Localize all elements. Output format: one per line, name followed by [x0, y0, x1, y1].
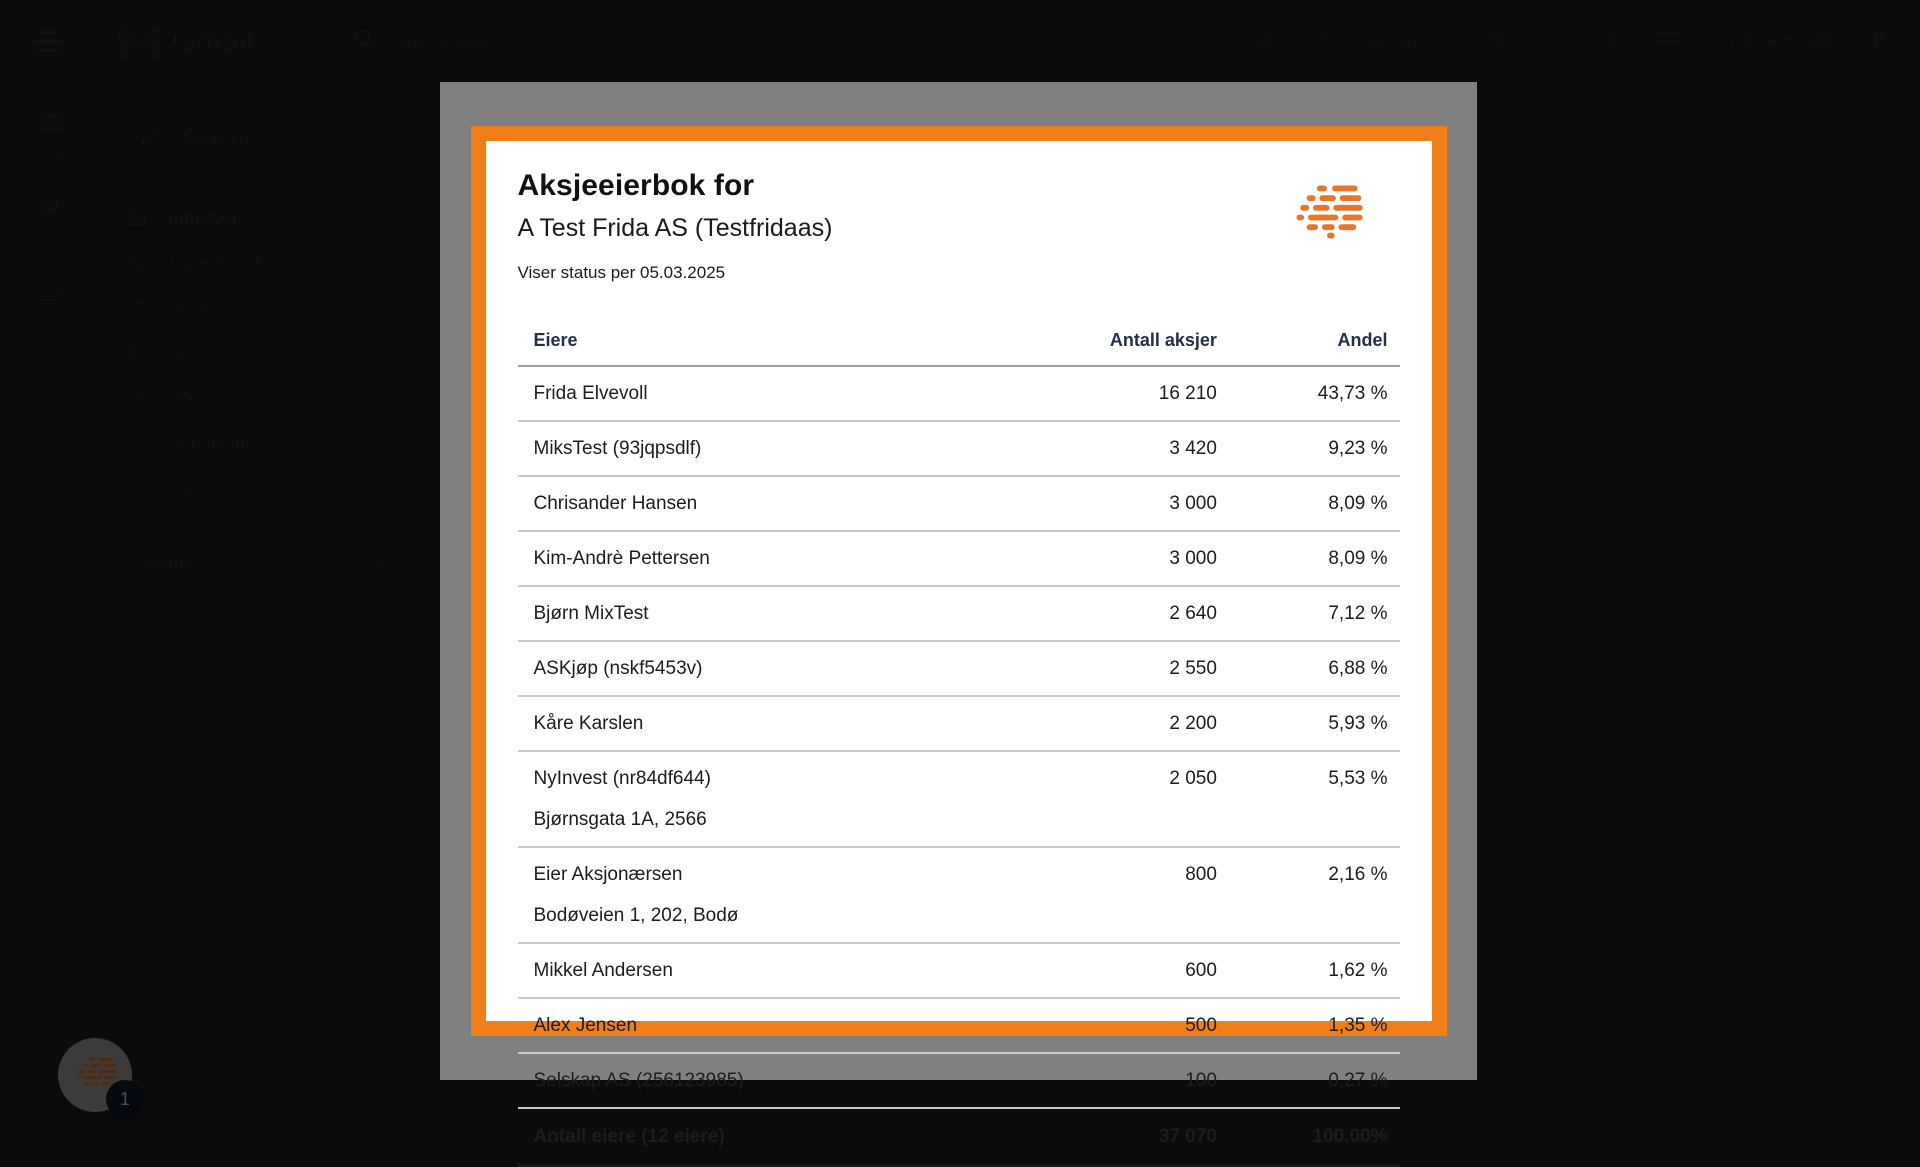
- owner-name: ASKjøp (nskf5453v): [533, 658, 703, 679]
- owner-name: Alex Jensen: [533, 1015, 638, 1036]
- cell-owner-name: [518, 696, 993, 751]
- table-row: [518, 586, 1400, 641]
- column-header-shares: Antall aksjer: [1109, 330, 1217, 350]
- document-page: [471, 126, 1447, 1147]
- cell-owner-name: [518, 366, 993, 421]
- cell-share-count: 500: [992, 998, 1217, 1053]
- cell-share-percent: 43,73 %: [1217, 366, 1400, 421]
- cell-owner-name: [518, 641, 993, 696]
- document-preview-modal: [440, 82, 1477, 1147]
- column-header-andel: Andel: [1337, 330, 1388, 350]
- cell-owner-name: [518, 586, 993, 641]
- cell-share-percent: 5,53 %: [1217, 751, 1400, 847]
- table-header: [518, 330, 1400, 366]
- cell-share-count: 2 640: [992, 586, 1217, 641]
- cell-share-percent: 6,88 %: [1217, 641, 1400, 696]
- owner-name: Frida Elvevoll: [533, 383, 648, 404]
- orgbrain-brain-icon: [1284, 183, 1370, 239]
- cell-owner-name: [518, 943, 993, 998]
- table-row: [518, 943, 1400, 998]
- table-footer: [518, 1108, 1400, 1166]
- table-row: [518, 847, 1400, 943]
- table-body: [518, 366, 1400, 1108]
- status-date-line: Viser status per 05.03.2025: [517, 263, 726, 282]
- cell-share-count: 100: [992, 1053, 1217, 1108]
- cell-share-count: 2 550: [992, 641, 1217, 696]
- cell-share-percent: 5,93 %: [1217, 696, 1400, 751]
- cell-share-count: 2 200: [992, 696, 1217, 751]
- cell-share-percent: 8,09 %: [1217, 476, 1400, 531]
- page-title: Aksjeeierbok for: [517, 169, 755, 202]
- owner-name: Bjørn MixTest: [533, 603, 649, 624]
- cell-share-count: 600: [992, 943, 1217, 998]
- table-row: [518, 476, 1400, 531]
- cell-share-count: 2 050: [992, 751, 1217, 847]
- cell-share-count: 16 210: [992, 366, 1217, 421]
- owner-name: Selskap AS (256123985): [533, 1070, 744, 1091]
- owner-name: Chrisander Hansen: [533, 493, 698, 514]
- total-shares: 37 070: [992, 1108, 1217, 1166]
- cell-owner-name: [518, 531, 993, 586]
- cell-owner-name: [518, 751, 993, 847]
- table-row: [518, 696, 1400, 751]
- cell-share-percent: 1,35 %: [1217, 998, 1400, 1053]
- shareholder-table: [518, 330, 1400, 1167]
- cell-owner-name: [518, 998, 993, 1053]
- table-row: [518, 998, 1400, 1053]
- cell-share-percent: 2,16 %: [1217, 847, 1400, 943]
- owner-name: Mikkel Andersen: [533, 960, 673, 981]
- owner-name: Kim-Andrè Pettersen: [533, 548, 710, 569]
- cell-share-percent: 1,62 %: [1217, 943, 1400, 998]
- cell-share-percent: 0,27 %: [1217, 1053, 1400, 1108]
- owner-address: Bjørnsgata 1A, 2566: [533, 809, 707, 830]
- cell-owner-name: [518, 847, 993, 943]
- column-header-owner: Eiere: [533, 330, 578, 350]
- table-row: [518, 531, 1400, 586]
- cell-share-percent: 7,12 %: [1217, 586, 1400, 641]
- cell-share-count: 800: [992, 847, 1217, 943]
- table-row: [518, 751, 1400, 847]
- company-name: A Test Frida AS (Testfridaas): [517, 214, 833, 242]
- cell-owner-name: [518, 476, 993, 531]
- owner-name: NyInvest (nr84df644): [533, 768, 711, 789]
- cell-share-percent: 8,09 %: [1217, 531, 1400, 586]
- owner-address: Bodøveien 1, 202, Bodø: [533, 905, 739, 926]
- table-row: [518, 421, 1400, 476]
- table-row: [518, 366, 1400, 421]
- total-pct: 100.00%: [1217, 1108, 1400, 1166]
- cell-share-count: 3 000: [992, 531, 1217, 586]
- document-header: [518, 169, 1400, 283]
- cell-share-count: 3 000: [992, 476, 1217, 531]
- cell-owner-name: [518, 1053, 993, 1108]
- total-row: [518, 1108, 1400, 1166]
- total-label: Antall eiere (12 eiere): [518, 1108, 993, 1166]
- owner-name: Eier Aksjonærsen: [533, 864, 683, 885]
- table-row: [518, 641, 1400, 696]
- owner-name: Kåre Karslen: [533, 713, 644, 734]
- table-row: [518, 1053, 1400, 1108]
- cell-share-percent: 9,23 %: [1217, 421, 1400, 476]
- cell-share-count: 3 420: [992, 421, 1217, 476]
- cell-owner-name: [518, 421, 993, 476]
- owner-name: MiksTest (93jqpsdlf): [533, 438, 702, 459]
